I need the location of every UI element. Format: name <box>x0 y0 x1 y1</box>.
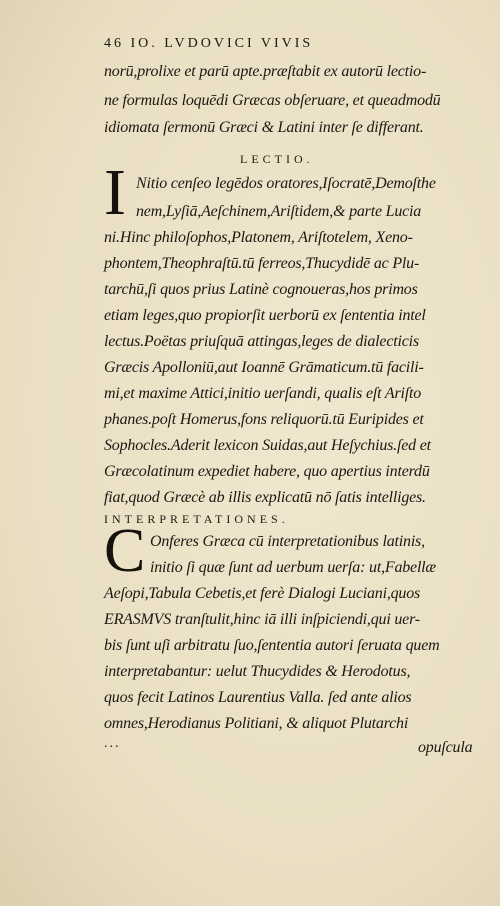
text-line: interpretabantur: uelut Thucydides & Herodotus, <box>104 663 411 680</box>
text-line: nem,Lyſiā,Aeſchinem,Ariſtidem,& parte Lucia <box>136 203 422 220</box>
text-line: Nitio cenſeo legēdos oratores,Iſocratē,Demoſthe <box>136 175 436 192</box>
text-line: fiat,quod Græcè ab illis explicatū nō ſatis intelliges. <box>104 489 426 506</box>
section-heading-interpretationes: INTERPRETATIONES. <box>104 512 289 526</box>
text-line: bis ſunt uſi arbitratu ſuo,ſententia autori ſeruata quem <box>104 637 440 654</box>
running-head: 46 IO. LVDOVICI VIVIS <box>104 36 314 51</box>
drop-cap-c: C <box>104 517 146 585</box>
text-line: Sophocles.Aderit lexicon Suidas,aut Heſychius.ſed et <box>104 437 431 454</box>
text-line: norū,prolixe et parū apte.præſtabit ex autorū lectio- <box>104 63 427 80</box>
text-line: etiam leges,quo propiorſit uerborū ex ſententia intel <box>104 307 426 324</box>
text-line: Aeſopi,Tabula Cebetis,et ferè Dialogi Luciani,quos <box>104 585 421 602</box>
signature-mark: ... <box>104 736 121 751</box>
text-line: phanes.poſt Homerus,fons reliquorū.tū Euripides et <box>104 411 424 428</box>
text-line: lectus.Poëtas priuſquā attingas,leges de dialecticis <box>104 333 419 350</box>
text-line: Onferes Græca cū interpretationibus latinis, <box>150 533 425 550</box>
text-line: ERASMVS tranſtulit,hinc iā illi inſpiciendi,qui uer- <box>104 611 420 628</box>
text-line: phontem,Theophraſtū.tū ferreos,Thucydidē ac Plu- <box>104 255 420 272</box>
text-line: mi,et maxime Attici,initio uerſandi, qualis eſt Ariſto <box>104 385 422 402</box>
text-line: ne formulas loquēdi Græcas obſeruare, et queadmodū <box>104 92 441 109</box>
drop-cap-i: I <box>104 156 126 229</box>
text-line: omnes,Herodianus Politiani, & aliquot Plutarchi <box>104 715 409 732</box>
text-line: Græcolatinum expediet habere, quo apertius interdū <box>104 463 430 480</box>
text-line: initio ſi quæ ſunt ad uerbum uerſa: ut,Fabellæ <box>150 559 436 576</box>
text-line: quos fecit Latinos Laurentius Valla. ſed ante alios <box>104 689 412 706</box>
text-line: tarchū,ſi quos prius Latinè cognoueras,hos primos <box>104 281 418 298</box>
catchword: opuſcula <box>418 739 473 756</box>
section-heading-lectio: LECTIO. <box>240 152 314 166</box>
text-line: Græcis Apolloniū,aut Ioannē Grāmaticum.tū facili- <box>104 359 424 376</box>
text-line: idiomata ſermonū Græci & Latini inter ſe differant. <box>104 119 424 136</box>
text-line: ni.Hinc philoſophos,Platonem, Ariſtotelem, Xeno- <box>104 229 413 246</box>
